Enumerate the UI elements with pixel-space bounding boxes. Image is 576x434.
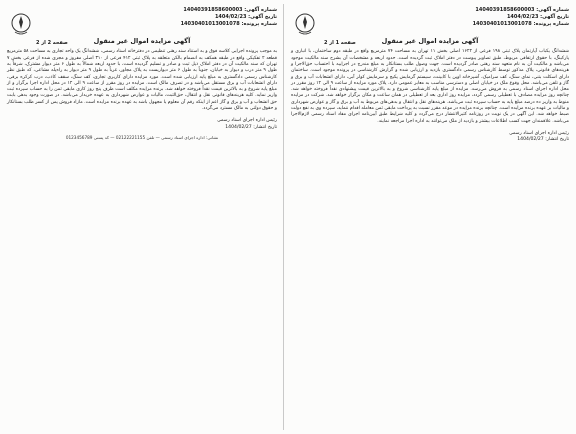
notice-date: تاریخ آگهی: 1404/02/23: [506, 13, 569, 20]
signature-block: [7, 118, 277, 131]
publish-date: تاریخ انتشار: 1404/02/27: [517, 137, 569, 143]
contact-footer: نشانی: اداره اجرای اسناد رسمی — تلفن 02122221155 — کد پستی 0123456789: [65, 134, 219, 140]
signatory: رئیس اداره اجرای اسناد رسمی: [217, 118, 277, 124]
signature-block: [291, 131, 569, 144]
notice-body: ششدانگ یکباب آپارتمان پلاک ثبتی ۱۹۸ فرعی از ۱۶۲۲ اصلی بخش ۱۱ تهران به مساحت ۷۴ مترمربع واقع در طبقه دوم ساختمان، با انباری و پارکینگ، با حقوق ارتفاقی مربوط، طبق تصاویر پیوست در دفتر املاک ثبت گردیده است. حدود اربعه و مشخصات آن بشرح سند مالکیت موجود می‌باشد و مالکیت آن به نام متعهد سند رهنی صادر گردیده است. جهت وصول طلب بستانکار به مبلغ مندرج در اجراییه با احتساب حق‌الاجرا و هزینه‌های قانونی، پلاک مذکور توسط کارشناس رسمی دادگستری بازدید و ارزیابی شده و گزارش کارشناسی در پرونده موجود است. ساختمان دارای اسکلت بتنی، نمای سنگ، کف سرامیک، آشپزخانه اوپن با کابینت، سیستم گرمایش پکیج و سرمایش کولر آبی، دارای انشعابات آب و برق و گاز و تلفن می‌باشد. محل وقوع ملک در خیابان اصلی و دسترسی مناسب به معابر عمومی دارد. پلاک مورد مزایده از ساعت ۹ الی ۱۲ روز مقرر در محل اداره اجرای اسناد رسمی به فروش می‌رسد. مزایده از مبلغ پایه کارشناسی شروع و به بالاترین قیمت پیشنهادی نقداً فروخته خواهد شد. چنانچه روز مزایده مصادف با تعطیلی رسمی گردد، مزایده روز اداری بعد از تعطیلی در همان ساعت و مکان برگزار خواهد شد. شرکت در مزایده منوط به واریز ده درصد مبلغ پایه به حساب سپرده ثبت می‌باشد. هزینه‌های نقل و انتقال و بدهی‌های مربوط به آب و برق و گاز و عوارض شهرداری و مالیات بر عهده برنده مزایده است. چنانچه برنده مزایده در موعد مقرر نسبت به پرداخت مابقی ثمن معامله اقدام ننماید، سپرده وی به نفع دولت ضبط خواهد شد. این آگهی در یک نوبت در روزنامه کثیرالانتشار درج می‌گردد و کلیه شرایط طبق آیین‌نامه اجرای مفاد اسناد رسمی لازم‌الاجرا می‌باشد. علاقمندان جهت کسب اطلاعات بیشتر و بازدید از ملک می‌توانند به اداره اجرا مراجعه نمایند.: [291, 49, 569, 124]
notice-title: آگهی مزایده اموال غیر منقول: [381, 37, 479, 46]
emblem-icon: [10, 12, 32, 36]
notice-left: [4, 4, 280, 430]
case-number: شماره پرونده: 14030401013001078: [180, 20, 277, 27]
notice-number: شماره آگهی: 14040391858600003: [475, 7, 569, 13]
signatory: رئیس اداره اجرای اسناد رسمی: [509, 130, 569, 136]
notice-meta: [291, 7, 569, 27]
notice-meta: [7, 7, 277, 27]
page-label: صفحه 2 از 2: [36, 40, 68, 46]
notice-body: به موجب پرونده اجرایی کلاسه فوق و به استناد سند رهنی تنظیمی در دفترخانه اسناد رسمی، ششدانگ یک واحد تجاری به مساحت ۵۸ مترمربع قطعه ۲ تفکیکی واقع در طبقه همکف به انضمام بالکن متعلقه به پلاک ثبتی ۴۱۲ فرعی از ۳۱۰ اصلی مفروز و مجزی شده از فرعی بخش ۷ تهران که سند مالکیت آن در دفتر املاک ذیل ثبت و صادر و تسلیم گردیده است، با حدود اربعه شمالاً به طول ۶ متر دیوار مشترک، شرقاً به طول ۹ متر درب و دیوار به خیابان، جنوباً به طول ۶ متر دیواریست به پلاک مجاور، غرباً به طول ۹ متر دیوار به راه‌پله مشاعی، که طبق نظر کارشناس رسمی دادگستری به مبلغ پایه ارزیابی شده است. مورد مزایده دارای کاربری تجاری، کف سنگ، سقف کاذب، درب کرکره برقی، دارای انشعابات آب و برق مستقل می‌باشد و در تصرف مالک است. مزایده در روز مقرر از ساعت ۹ الی ۱۲ در محل اداره اجرا برگزار و از مبلغ پایه شروع و به بالاترین قیمت نقداً فروخته خواهد شد. برنده مزایده مکلف است ظرف پنج روز کاری مابقی ثمن را به حساب سپرده ثبت واریز نماید. کلیه هزینه‌های قانونی نقل و انتقال، حق‌الثبت، مالیات و عوارض شهرداری به عهده خریدار می‌باشد. در صورت وجود بدهی بابت حق انشعاب و آب و برق و گاز اعم از اینکه رقم آن معلوم یا مجهول باشد به عهده برنده مزایده است. مازاد فروش پس از کسر طلب بستانکار و حقوق دولتی به مالک مسترد می‌گردد.: [7, 49, 277, 112]
emblem-icon: [294, 12, 316, 36]
notice-number: شماره آگهی: 14040391858600003: [183, 7, 277, 13]
notice-right: [288, 4, 572, 430]
case-number: شماره پرونده: 14030401013001078: [472, 20, 569, 27]
notice-date: تاریخ آگهی: 1404/02/23: [214, 13, 277, 20]
column-divider: [283, 4, 284, 430]
publish-date: تاریخ انتشار: 1404/02/27: [225, 124, 277, 130]
notice-title: آگهی مزایده اموال غیر منقول: [93, 37, 191, 46]
page-label: صفحه 1 از 2: [324, 40, 356, 46]
